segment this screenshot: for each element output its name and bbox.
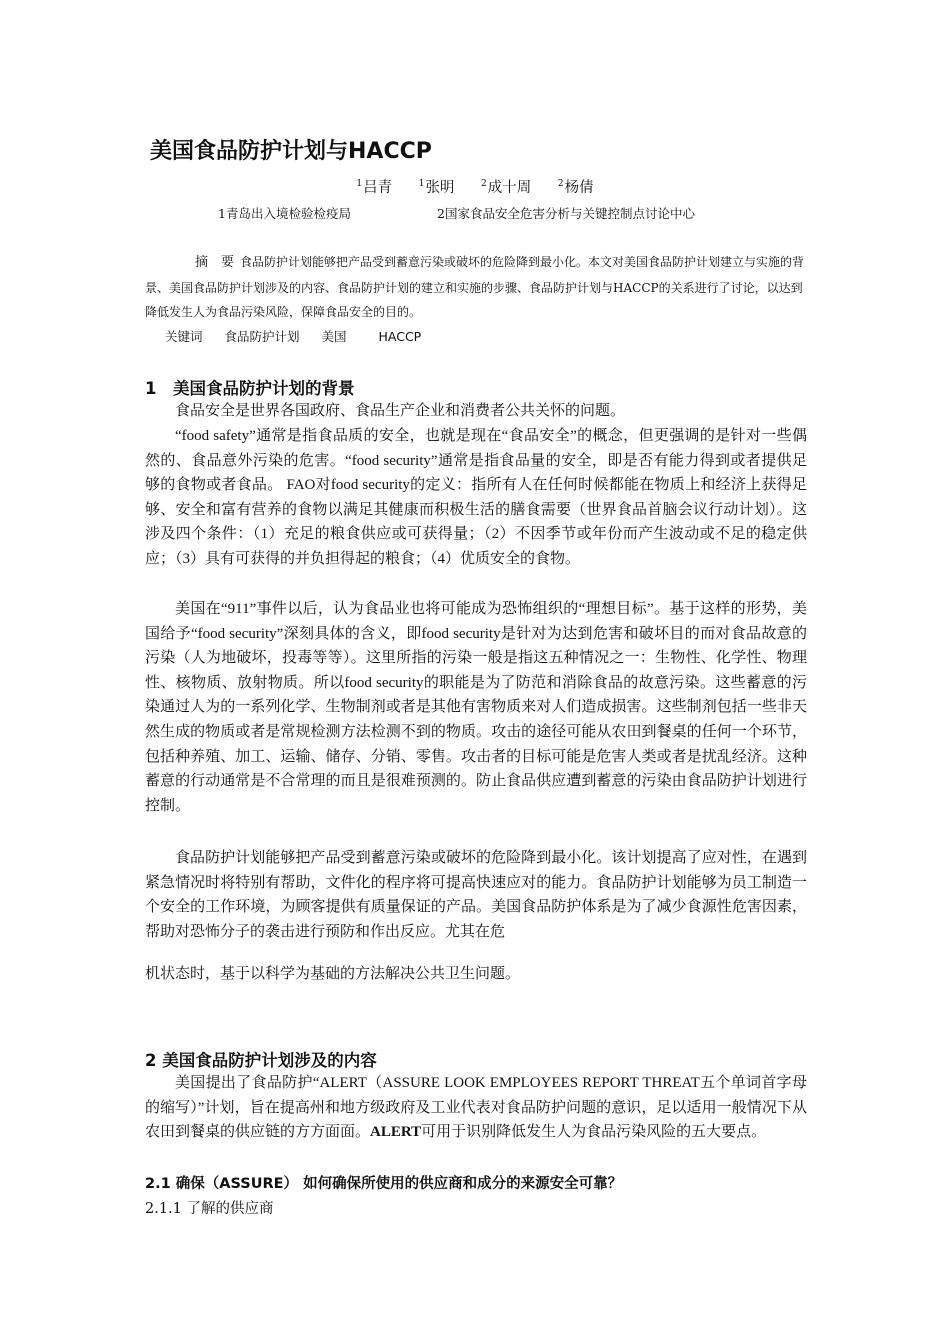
paragraph-text: 美国提出了食品防护“ALERT（ASSURE LOOK EMPLOYEES REPORT THREAT五个单词首字母的缩写）”计划，旨在提高州和地方级政府及工业代表对食品防护问题的意识，足以适用一般情况下从农田到餐桌的供应链的方方面面。 [145,1075,807,1141]
author-name: 杨倩 [564,180,594,196]
author-sup: 2 [557,179,564,189]
author-sup: 1 [356,179,363,189]
abstract-label: 摘 要 [195,255,235,270]
paragraph [145,1071,807,1145]
author-name: 吕青 [363,180,393,196]
paragraph-text: 可用于识别降低发生人为食品污染风险的五大要点。 [421,1124,767,1141]
paragraph: 机状态时，基于以科学为基础的方法解决公共卫生问题。 [145,966,521,982]
author-sup: 1 [418,179,425,189]
author-name: 张明 [425,180,455,196]
author [356,180,392,196]
abstract [145,250,807,325]
author [419,180,455,196]
author-name: 成十周 [487,180,532,196]
paragraph: 食品防护计划能够把产品受到蓄意污染或破坏的危险降到最小化。该计划提高了应对性，在遇到紧急情况时将特别有帮助，文件化的程序将可提高快速应对的能力。食品防护计划能够为员工制造一个安全的工作环境，为顾客提供有质量保证的产品。美国食品防护体系是为了减少食源性危害因素，帮助对恐怖分子的袭击进行预防和作出反应。尤其在危 [145,850,807,940]
subsection-heading: 2.1 确保（ASSURE） 如何确保所使用的供应商和成分的来源安全可靠？ [145,1176,623,1192]
keyword: HACCP [378,329,422,344]
paper-title: 美国食品防护计划与HACCP [150,139,432,164]
subsubsection-heading: 2.1.1 了解的供应商 [145,1201,274,1217]
paragraph: 食品安全是世界各国政府、食品生产企业和消费者公共关怀的问题。 [175,403,626,419]
author-list [0,176,950,197]
paragraph: 美国在“911”事件以后，认为食品业也将可能成为恐怖组织的“理想目标”。基于这样的形势，美国给予“food security”深刻具体的含义，即food security是针对为达到危害和破坏目的而对食品故意的污染（人为地破坏，投毒等等）。这里所指的污染一般是指这五种情况之一：生物性、化学性、物理性、核物质、放射物质。所以food security的职能是为了防范和消除食品的故意污染。这些蓄意的污染通过人为的一系列化学、生物制剂或者是其他有害物质来对人们造成损害。这些制剂包括一些非天然生成的物质或者是常规检测方法检测不到的物质。攻击的途径可能从农田到餐桌的任何一个环节，包括种养殖、加工、运输、储存、分销、零售。攻击者的目标可能是危害人类或者是扰乱经济。这种蓄意的行动通常是不合常理的而且是很难预测的。防止食品供应遭到蓄意的污染由食品防护计划进行控制。 [145,601,807,814]
section-heading: 1 美国食品防护计划的背景 [145,379,355,398]
keywords [165,327,439,345]
abstract-text: 食品防护计划能够把产品受到蓄意污染或破坏的危险降到最小化。本文对美国食品防护计划建立与实施的背景、美国食品防护计划涉及的内容、食品防护计划的建立和实施的步骤、食品防护计划与HACCP的关系进行了讨论，以达到降低发生人为食品污染风险，保障食品安全的目的。 [145,255,805,319]
keywords-label: 关键词 [165,329,203,344]
author [558,180,594,196]
affiliation: 1青岛出入境检验检疫局 [218,206,351,221]
author [481,180,531,196]
paragraph: “food safety”通常是指食品质的安全，也就是现在“食品安全”的概念，但更强调的是针对一些偶然的、食品意外污染的危害。“food security”通常是指食品量的安全，即是否有能力得到或者提供足够的食物或者食品。 FAO对food security的定义：指所有人在任何时候都能在物质上和经济上获得足够、安全和富有营养的食物以满足其健康而积极生活的膳食需要（世界食品首脑会议行动计划）。这涉及四个条件：（1）充足的粮食供应或可获得量；（2）不因季节或年份而产生波动或不足的稳定供应；（3）具有可获得的并负担得起的粮食；（4）优质安全的食物。 [145,428,807,567]
keyword: 食品防护计划 [224,329,300,344]
author-sup: 2 [481,179,487,189]
affiliation: 2国家食品安全危害分析与关键控制点讨论中心 [437,206,695,221]
alert-term: ALERT [370,1124,422,1141]
keyword: 美国 [321,329,347,344]
section-heading: 2 美国食品防护计划涉及的内容 [145,1051,377,1070]
